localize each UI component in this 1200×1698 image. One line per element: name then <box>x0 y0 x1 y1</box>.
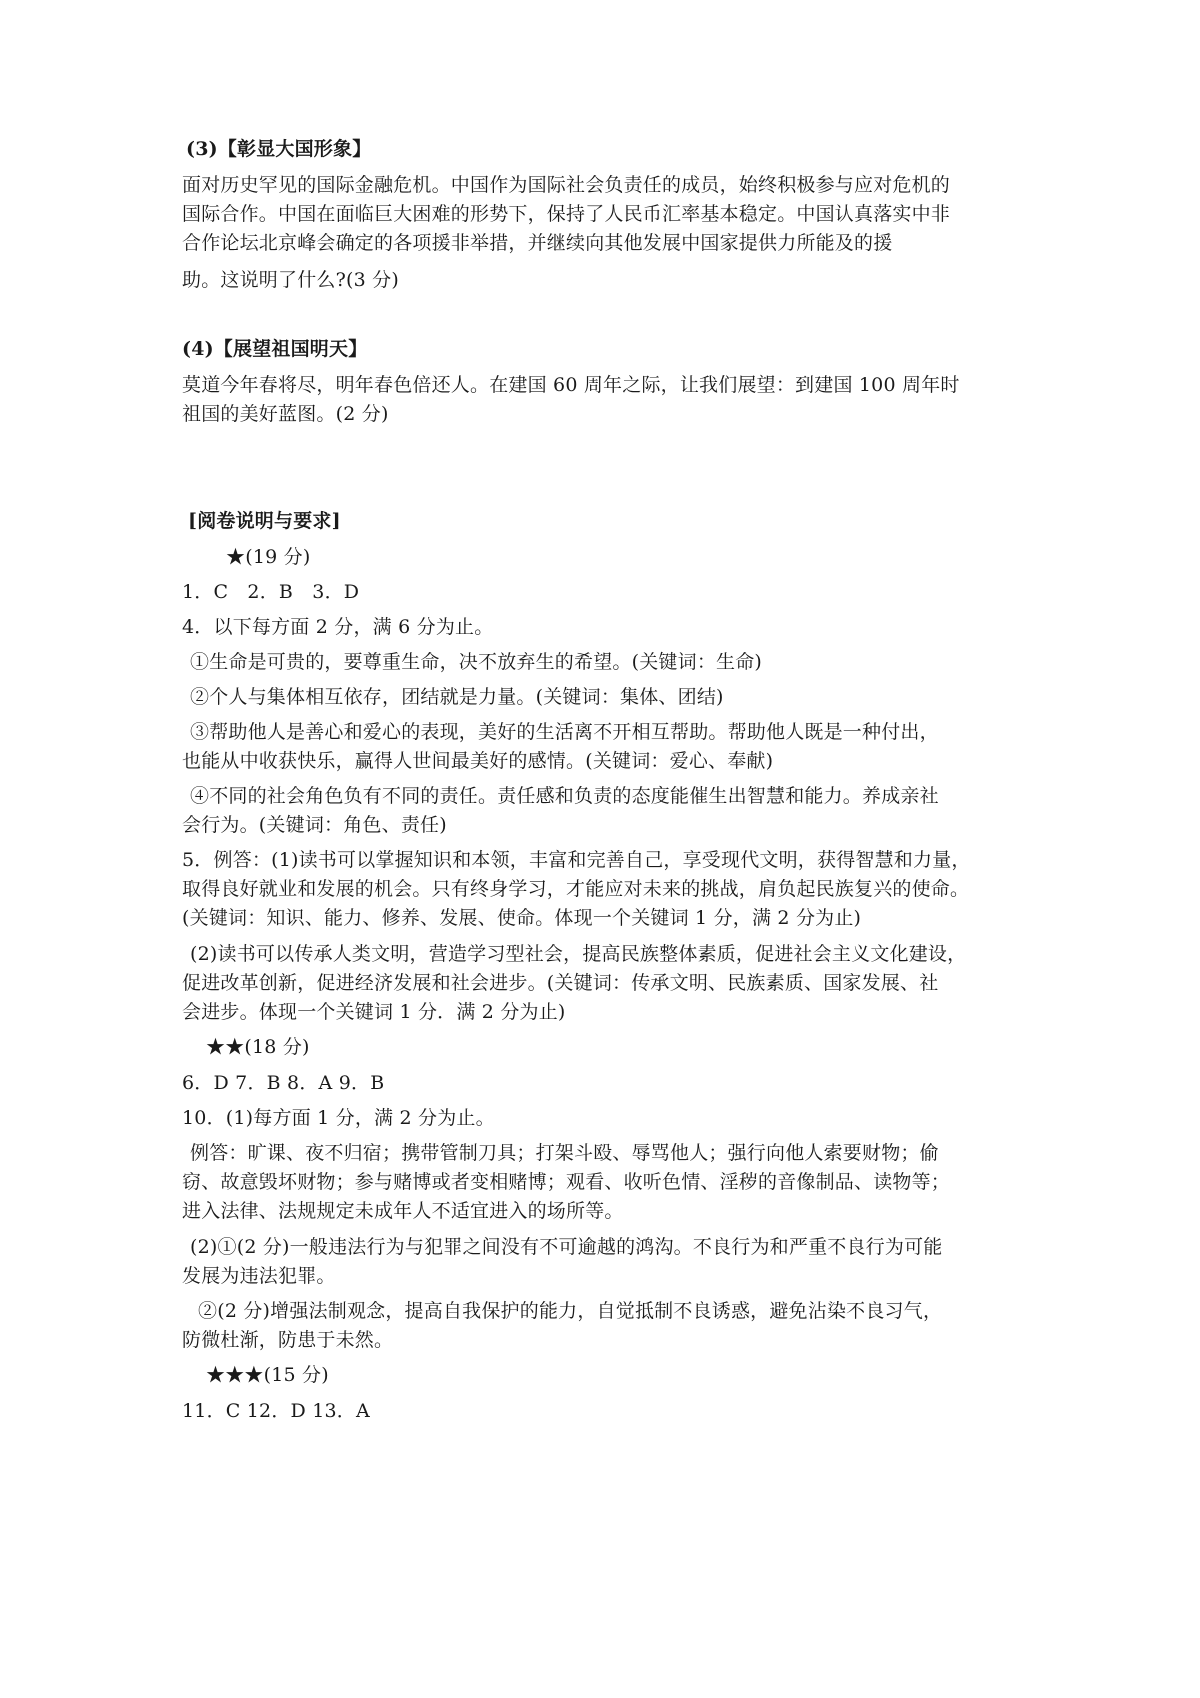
answer-line: 防微杜渐，防患于未然。 <box>182 1329 394 1351</box>
answer-line: (2)①(2 分)一般违法行为与犯罪之间没有不可逾越的鸿沟。不良行为和严重不良行为可能 <box>190 1236 943 1258</box>
section4-line: 祖国的美好蓝图。(2 分) <box>182 403 389 425</box>
star-score-label: ★★★(15 分) <box>206 1364 329 1386</box>
answer-line: 10．(1)每方面 1 分，满 2 分为止。 <box>182 1107 495 1129</box>
answer-line: (关键词：知识、能力、修养、发展、使命。体现一个关键词 1 分，满 2 分为止) <box>182 907 862 929</box>
answer-line: ③帮助他人是善心和爱心的表现，美好的生活离不开相互帮助。帮助他人既是一种付出， <box>190 721 939 743</box>
answer-line: ④不同的社会角色负有不同的责任。责任感和负责的态度能催生出智慧和能力。养成亲社 <box>190 785 939 807</box>
answer-line: ①生命是可贵的，要尊重生命，决不放弃生的希望。(关键词：生命) <box>190 651 763 673</box>
section3-line: 国际合作。中国在面临巨大困难的形势下，保持了人民币汇率基本稳定。中国认真落实中非 <box>182 203 951 225</box>
section3-heading: (3)【彰显大国形象】 <box>186 138 372 160</box>
star-score-label: ★★(18 分) <box>206 1036 310 1058</box>
answer-line: (2)读书可以传承人类文明，营造学习型社会，提高民族整体素质，促进社会主义文化建设， <box>190 943 967 965</box>
answer-line: 发展为违法犯罪。 <box>182 1265 336 1287</box>
answer-line: ②个人与集体相互依存，团结就是力量。(关键词：集体、团结) <box>190 686 724 708</box>
section3-line: 面对历史罕见的国际金融危机。中国作为国际社会负责任的成员，始终积极参与应对危机的 <box>182 174 951 196</box>
answer-line: 促进改革创新，促进经济发展和社会进步。(关键词：传承文明、民族素质、国家发展、社 <box>182 972 939 994</box>
answers-heading: [阅卷说明与要求] <box>188 510 341 532</box>
answer-line: 进入法律、法规规定未成年人不适宜进入的场所等。 <box>182 1200 624 1222</box>
answer-line: 6．D 7．B 8．A 9．B <box>182 1072 385 1094</box>
answer-line: 11．C 12．D 13．A <box>182 1400 370 1422</box>
answer-line: 1．C 2．B 3．D <box>182 581 360 603</box>
answer-line: ②(2 分)增强法制观念，提高自我保护的能力，自觉抵制不良诱惑，避免沾染不良习气， <box>198 1300 943 1322</box>
answer-line: 例答：旷课、夜不归宿；携带管制刀具；打架斗殴、辱骂他人；强行向他人索要财物；偷 <box>190 1142 939 1164</box>
answer-line: 5．例答：(1)读书可以掌握知识和本领，丰富和完善自己，享受现代文明，获得智慧和力量， <box>182 849 971 871</box>
answer-line: 取得良好就业和发展的机会。只有终身学习，才能应对未来的挑战，肩负起民族复兴的使命。 <box>182 878 970 900</box>
section4-line: 莫道今年春将尽，明年春色倍还人。在建国 60 周年之际，让我们展望：到建国 100 周年时 <box>182 374 960 396</box>
section4-heading: (4)【展望祖国明天】 <box>182 338 368 360</box>
section3-line: 合作论坛北京峰会确定的各项援非举措，并继续向其他发展中国家提供力所能及的援 <box>182 232 893 254</box>
answer-line: 4．以下每方面 2 分，满 6 分为止。 <box>182 616 494 638</box>
answer-line: 会行为。(关键词：角色、责任) <box>182 814 447 836</box>
answer-line: 会进步。体现一个关键词 1 分．满 2 分为止) <box>182 1001 566 1023</box>
star-score-label: ★(19 分) <box>226 546 311 568</box>
answer-line: 窃、故意毁坏财物；参与赌博或者变相赌博；观看、收听色情、淫秽的音像制品、读物等； <box>182 1171 951 1193</box>
section3-question: 助。这说明了什么?(3 分) <box>182 269 399 291</box>
answer-line: 也能从中收获快乐，赢得人世间最美好的感情。(关键词：爱心、奉献) <box>182 750 774 772</box>
